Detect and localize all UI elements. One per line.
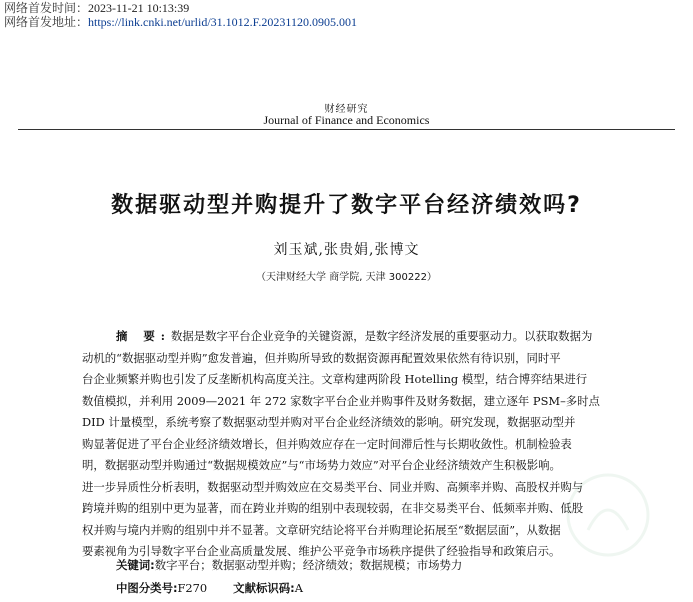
abstract-line: DID 计量模型，系统考察了数据驱动型并购对平台企业经济绩效的影响。研究发现，数据驱动型并: [82, 415, 576, 429]
publish-url: [4, 15, 357, 29]
abstract-line: 权并购与境内并购的组别中并不显著。文章研究结论将平台并购理论拓展至“数据层面”，从数据: [82, 522, 561, 537]
abstract-line: 数值模拟，并利用 2009—2021 年 272 家数字平台企业并购事件及财务数据，建立逐年 PSM–多时点: [82, 393, 600, 408]
classification: [116, 580, 303, 596]
publish-url-label: 网络首发地址：: [4, 15, 89, 29]
journal-name-en: Journal of Finance and Economics: [263, 113, 430, 127]
doc-code-value: A: [294, 581, 303, 595]
keywords-value: 数字平台；数据驱动型并购；经济绩效；数据规模；市场势力: [154, 558, 463, 572]
keywords-label: 关键词:: [116, 558, 155, 572]
publish-time-label: 网络首发时间：: [4, 1, 89, 15]
keywords: [116, 557, 462, 573]
publish-url-link[interactable]: https://link.cnki.net/urlid/31.1012.F.20231120.0905.001: [88, 15, 357, 29]
abstract-label: 摘 要:: [116, 329, 171, 343]
abstract-line: [82, 326, 660, 348]
clc-value: F270: [177, 581, 208, 595]
abstract-line: 明，数据驱动型并购通过“数据规模效应”与“市场势力效应”对平台企业经济绩效产生积极影响。: [82, 458, 561, 472]
article-authors: 刘玉斌,张贵娟,张博文: [273, 242, 420, 258]
abstract-text: 数据是数字平台企业竞争的关键资源，是数字经济发展的重要驱动力。以获取数据为: [170, 329, 593, 343]
watermark-logo: [563, 470, 653, 560]
article-affiliation: （天津财经大学 商学院, 天津 300222）: [256, 272, 437, 283]
journal-name-cn: 财经研究: [324, 104, 369, 115]
abstract-line: 动机的“数据驱动型并购”愈发普遍，但并购所导致的数据资源再配置效果依然有待识别，同时平: [82, 350, 561, 365]
header-rule: [18, 129, 675, 130]
abstract-line: 进一步异质性分析表明，数据驱动型并购效应在交易类平台、同业并购、高频率并购、高股权并购与: [82, 479, 584, 494]
doc-code-label: 文献标识码:: [233, 581, 295, 595]
abstract-line: 要素视角为引导数字平台企业高质量发展、维护公平竞争市场秩序提供了经验指导和政策启示。: [82, 544, 561, 558]
abstract-line: 台企业频繁并购也引发了反垄断机构高度关注。文章构建两阶段 Hotelling 模型，结合博弈结果进行: [82, 372, 588, 386]
publish-time-value: 2023-11-21 10:13:39: [88, 1, 190, 15]
clc-label: 中图分类号:: [116, 581, 178, 595]
publish-time: [4, 1, 189, 15]
abstract-line: 购显著促进了平台企业经济绩效增长，但并购效应存在一定时间滞后性与长期收敛性。机制检验表: [82, 436, 572, 451]
abstract-line: 跨境并购的组别中更为显著，而在跨业并购的组别中表现较弱，在非交易类平台、低频率并购、低股: [82, 501, 584, 515]
article-title: 数据驱动型并购提升了数字平台经济绩效吗?: [111, 193, 582, 218]
